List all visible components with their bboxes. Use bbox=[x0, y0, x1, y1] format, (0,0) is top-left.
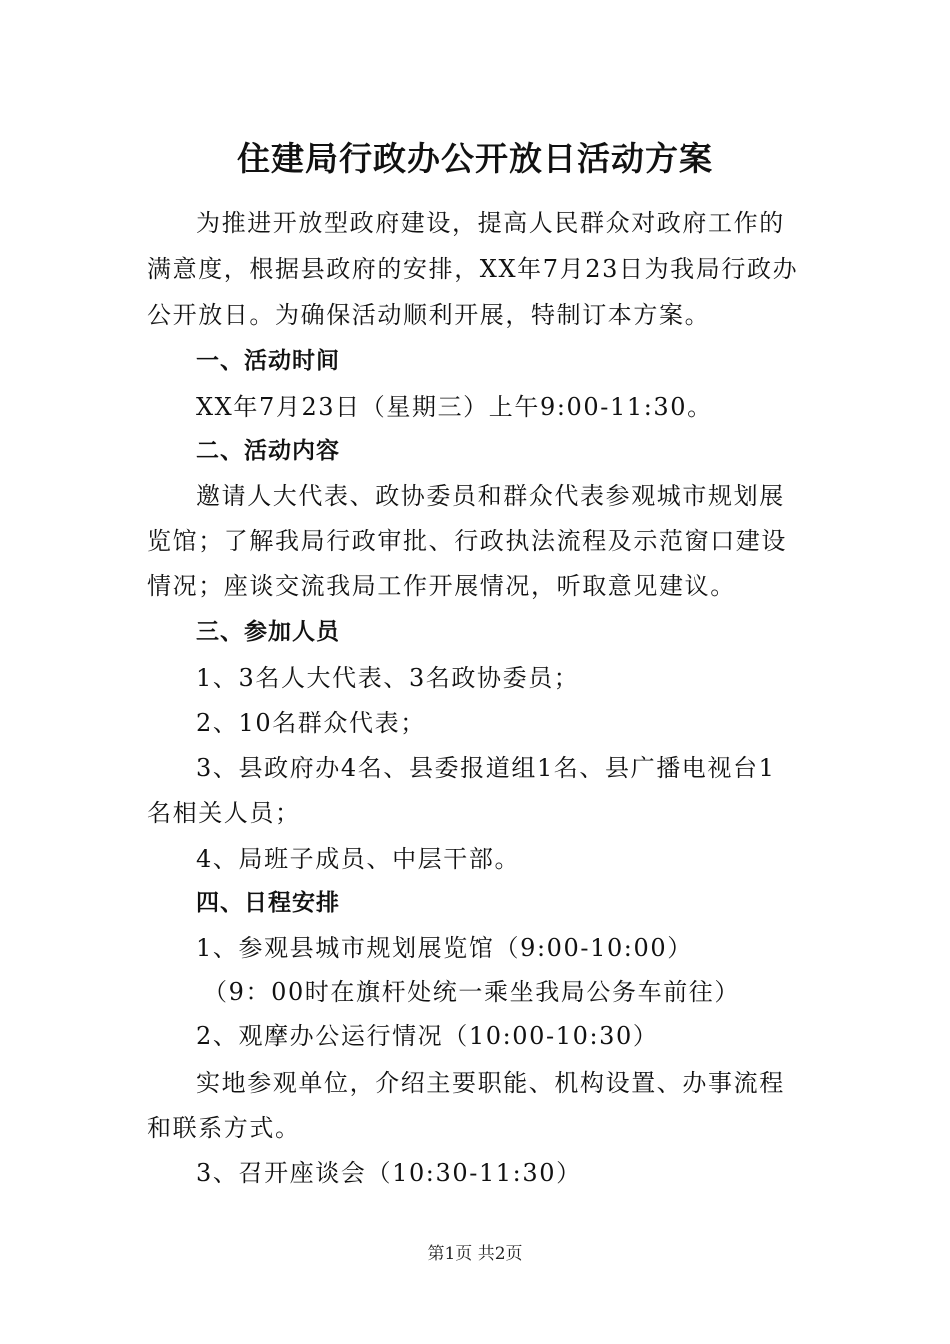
section-heading-content: 二、活动内容 bbox=[196, 438, 340, 464]
intro-line-3: 公开放日。为确保活动顺利开展，特制订本方案。 bbox=[147, 301, 711, 329]
section-time-body: XX年7月23日（星期三）上午9:00-11:30。 bbox=[196, 393, 713, 421]
section-content-line-3: 情况；座谈交流我局工作开展情况，听取意见建议。 bbox=[147, 572, 736, 600]
intro-line-1: 为推进开放型政府建设，提高人民群众对政府工作的 bbox=[196, 209, 785, 237]
intro-line-2: 满意度，根据县政府的安排，XX年7月23日为我局行政办 bbox=[147, 255, 799, 283]
schedule-item-1-note: （9：00时在旗杆处统一乘坐我局公务车前往） bbox=[203, 978, 741, 1006]
section-heading-participants: 三、参加人员 bbox=[196, 619, 340, 645]
schedule-item-3: 3、召开座谈会（10:30-11:30） bbox=[196, 1159, 582, 1187]
schedule-item-2-body-line-1: 实地参观单位，介绍主要职能、机构设置、办事流程 bbox=[196, 1069, 785, 1097]
section-heading-schedule: 四、日程安排 bbox=[196, 890, 340, 916]
page-number: 第1页 共2页 bbox=[427, 1244, 523, 1264]
participants-item-3-line-1: 3、县政府办4名、县委报道组1名、县广播电视台1 bbox=[196, 754, 776, 782]
participants-item-1: 1、3名人大代表、3名政协委员； bbox=[196, 664, 580, 692]
document-title: 住建局行政办公开放日活动方案 bbox=[237, 139, 713, 178]
schedule-item-2: 2、观摩办公运行情况（10:00-10:30） bbox=[196, 1022, 659, 1050]
section-content-line-1: 邀请人大代表、政协委员和群众代表参观城市规划展 bbox=[196, 482, 785, 510]
participants-item-4: 4、局班子成员、中层干部。 bbox=[196, 845, 521, 873]
section-heading-time: 一、活动时间 bbox=[196, 348, 340, 374]
schedule-item-2-body-line-2: 和联系方式。 bbox=[147, 1114, 301, 1142]
participants-item-2: 2、10名群众代表； bbox=[196, 709, 426, 737]
schedule-item-1: 1、参观县城市规划展览馆（9:00-10:00） bbox=[196, 934, 693, 962]
participants-item-3-line-2: 名相关人员； bbox=[147, 799, 301, 827]
section-content-line-2: 览馆；了解我局行政审批、行政执法流程及示范窗口建设 bbox=[147, 527, 787, 555]
